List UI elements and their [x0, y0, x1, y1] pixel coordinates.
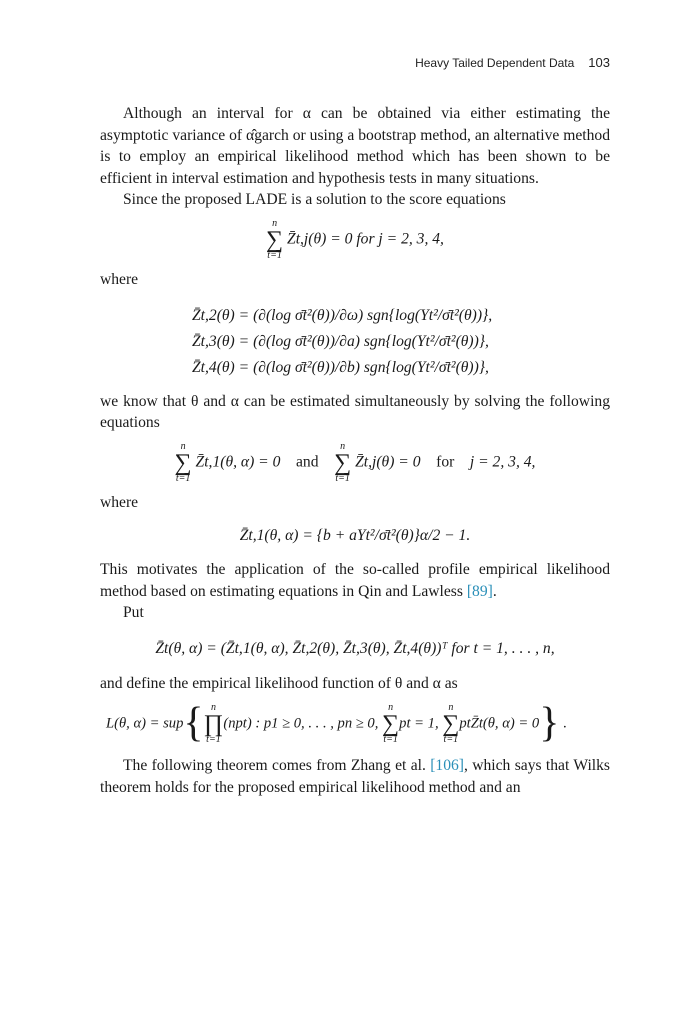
- citation-link[interactable]: [89]: [466, 582, 493, 600]
- where-1: where: [100, 270, 139, 288]
- paragraph-4: This motivates the application of the so-called profile empirical likelihood method based on estimating equations in Qin and Lawless [89].: [100, 560, 610, 600]
- equation-z4: Z̄t,4(θ) = (∂(log σ̄t²(θ))/∂b) sgn{log(Yt²/σ̄t²(θ))},: [192, 358, 489, 376]
- equation-vector-z: Z̄t(θ, α) = (Z̄t,1(θ, α), Z̄t,2(θ), Z̄t,3(θ), Z̄t,4(θ))ᵀ for t = 1, . . . , n,: [155, 639, 555, 657]
- running-title: Heavy Tailed Dependent Data: [415, 56, 575, 70]
- citation-link[interactable]: [106]: [430, 756, 464, 774]
- equation-score: [100, 219, 610, 261]
- where-2: where: [100, 493, 139, 511]
- paragraph-2: Since the proposed LADE is a solution to the score equations: [123, 191, 506, 209]
- product-operator: n ∏ t=1: [203, 701, 224, 745]
- equation-z3: Z̄t,3(θ) = (∂(log σ̄t²(θ))/∂a) sgn{log(Yt²/σ̄t²(θ))},: [192, 332, 489, 350]
- paragraph-6: and define the empirical likelihood function of θ and α as: [100, 675, 458, 693]
- page-body: [100, 103, 610, 798]
- running-header: [415, 55, 610, 70]
- equation-z1: Z̄t,1(θ, α) = {b + aYt²/σ̄t²(θ)}α/2 − 1.: [239, 527, 471, 545]
- paragraph-5: Put: [123, 604, 144, 622]
- equation-z2: Z̄t,2(θ) = (∂(log σ̄t²(θ))/∂ω) sgn{log(Yt²/σ̄t²(θ))},: [192, 306, 493, 324]
- page-number: 103: [588, 55, 610, 70]
- sum-operator: n ∑ t=1: [266, 217, 284, 261]
- paragraph-7: The following theorem comes from Zhang et al. [106], which says that Wilks theorem holds for the proposed empirical likelihood method and an: [100, 756, 610, 796]
- equation-joint: n ∑ t=1 Z̄t,1(θ, α) = 0 and n ∑ t=1 Z̄t,j(θ) = 0 for j = 2, 3, 4,: [174, 440, 536, 484]
- equation-block-z: [192, 303, 610, 381]
- sum-operator: n ∑ t=1: [174, 440, 192, 484]
- sum-operator: n ∑ t=1: [334, 440, 352, 484]
- paragraph-1: Although an interval for α can be obtained via either estimating the asymptotic variance of α̂garch or using a bootstrap method, an alternative method is to employ an empirical likelihood method which has been shown to be efficient in interval estimation and hypothesis tests in many situations.: [100, 105, 610, 187]
- sum-operator: n ∑ t=1: [382, 701, 400, 745]
- equation-likelihood: L(θ, α) = sup{ n ∏ t=1 (npt) : p1 ≥ 0, . . . , pn ≥ 0, n ∑ t=1 pt = 1, n ∑ t=1 ptZ̄t(θ, α) = 0} .: [106, 700, 567, 747]
- equation-score-body: Z̄t,j(θ) = 0 for j = 2, 3, 4,: [287, 230, 444, 248]
- sum-operator: n ∑ t=1: [442, 701, 460, 745]
- paragraph-3: we know that θ and α can be estimated simultaneously by solving the following equations: [100, 392, 610, 432]
